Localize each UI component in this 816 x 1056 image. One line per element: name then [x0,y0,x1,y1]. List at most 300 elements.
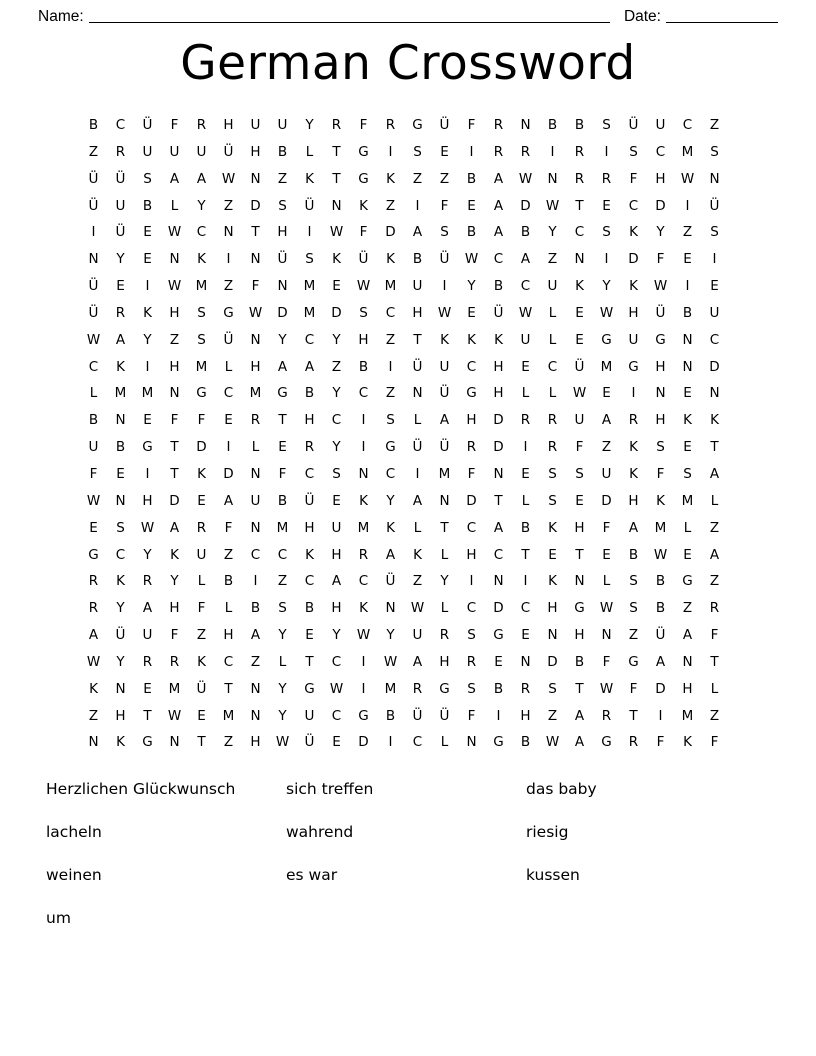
grid-cell[interactable]: G [412,117,423,133]
grid-cell[interactable]: R [358,546,369,563]
grid-cell[interactable]: S [629,143,638,160]
grid-cell[interactable]: K [494,331,503,348]
grid-cell[interactable]: I [685,278,690,295]
grid-cell[interactable]: E [683,439,692,456]
grid-cell[interactable]: N [601,627,612,644]
grid-cell[interactable]: Ü [655,304,666,321]
grid-cell[interactable]: T [494,492,503,509]
grid-cell[interactable]: M [303,278,316,295]
grid-cell[interactable]: I [361,439,366,456]
grid-cell[interactable]: N [520,117,531,133]
grid-cell[interactable]: D [655,680,666,697]
grid-cell[interactable]: C [250,546,261,563]
grid-cell[interactable]: F [467,465,476,482]
grid-cell[interactable]: B [493,278,504,295]
grid-cell[interactable]: S [629,600,638,617]
word-list-item[interactable]: weinen [46,866,102,884]
grid-cell[interactable]: A [709,465,720,482]
grid-cell[interactable]: E [467,304,476,321]
grid-cell[interactable]: N [277,278,288,295]
grid-cell[interactable]: Z [601,439,612,456]
grid-cell[interactable]: Ü [439,117,450,133]
grid-cell[interactable]: E [602,385,611,402]
grid-cell[interactable]: E [440,143,449,160]
grid-cell[interactable]: B [466,170,477,187]
grid-cell[interactable]: T [332,170,341,187]
grid-cell[interactable]: A [115,331,126,348]
grid-cell[interactable]: M [654,519,667,536]
grid-cell[interactable]: T [197,734,206,751]
grid-cell[interactable]: N [169,734,180,751]
grid-cell[interactable]: I [388,143,393,160]
grid-cell[interactable]: E [143,680,152,697]
grid-cell[interactable]: Ü [115,224,126,241]
grid-cell[interactable]: Z [277,170,288,187]
grid-cell[interactable]: H [142,492,153,509]
grid-cell[interactable]: Ü [439,385,450,402]
grid-cell[interactable]: W [545,734,560,751]
grid-cell[interactable]: R [439,627,450,644]
grid-cell[interactable]: A [439,412,450,429]
grid-cell[interactable]: B [88,117,99,133]
grid-cell[interactable]: B [574,117,585,133]
grid-cell[interactable]: Ü [223,143,234,160]
grid-cell[interactable]: Ü [385,573,396,590]
grid-cell[interactable]: N [709,170,720,187]
grid-cell[interactable]: B [412,251,423,268]
grid-cell[interactable]: B [547,117,558,133]
grid-cell[interactable]: B [682,304,693,321]
grid-cell[interactable]: C [358,385,369,402]
grid-cell[interactable]: F [278,465,287,482]
grid-cell[interactable]: H [628,304,639,321]
grid-cell[interactable]: B [88,412,99,429]
grid-cell[interactable]: A [574,707,585,724]
grid-cell[interactable]: S [575,465,584,482]
word-list-item[interactable]: riesig [526,823,569,841]
grid-cell[interactable]: Ü [358,251,369,268]
grid-cell[interactable]: C [88,358,99,375]
grid-cell[interactable]: E [143,251,152,268]
grid-cell[interactable]: S [143,170,152,187]
grid-cell[interactable]: Ü [304,734,315,751]
grid-cell[interactable]: A [412,492,423,509]
grid-cell[interactable]: Ü [439,251,450,268]
grid-cell[interactable]: L [251,439,260,456]
grid-cell[interactable]: U [655,117,666,133]
grid-cell[interactable]: G [574,600,585,617]
grid-cell[interactable]: L [89,385,98,402]
grid-cell[interactable]: W [518,170,533,187]
grid-cell[interactable]: H [223,627,234,644]
grid-cell[interactable]: Z [88,707,99,724]
grid-cell[interactable]: N [520,653,531,670]
grid-cell[interactable]: L [170,197,179,214]
grid-cell[interactable]: R [88,573,99,590]
grid-cell[interactable]: D [628,251,639,268]
grid-cell[interactable]: M [303,304,316,321]
grid-cell[interactable]: C [277,546,288,563]
grid-cell[interactable]: C [466,358,477,375]
grid-cell[interactable]: C [682,117,693,133]
grid-cell[interactable]: U [574,412,585,429]
grid-cell[interactable]: W [248,304,263,321]
grid-cell[interactable]: Z [439,170,450,187]
grid-cell[interactable]: G [493,734,504,751]
grid-cell[interactable]: Ü [304,197,315,214]
grid-cell[interactable]: L [521,492,530,509]
grid-cell[interactable]: B [277,492,288,509]
grid-cell[interactable]: I [388,734,393,751]
grid-cell[interactable]: E [89,519,98,536]
grid-cell[interactable]: Ü [709,197,720,214]
grid-cell[interactable]: U [196,546,207,563]
grid-cell[interactable]: A [601,412,612,429]
grid-cell[interactable]: N [493,573,504,590]
grid-cell[interactable]: G [88,546,99,563]
grid-cell[interactable]: Ü [574,358,585,375]
grid-cell[interactable]: N [682,331,693,348]
grid-cell[interactable]: K [359,197,368,214]
grid-cell[interactable]: H [655,358,666,375]
grid-cell[interactable]: Z [628,627,639,644]
grid-cell[interactable]: T [629,707,638,724]
grid-cell[interactable]: E [494,653,503,670]
grid-cell[interactable]: N [88,251,99,268]
grid-cell[interactable]: K [197,251,206,268]
grid-cell[interactable]: D [493,600,504,617]
grid-cell[interactable]: E [548,546,557,563]
grid-cell[interactable]: N [250,519,261,536]
grid-cell[interactable]: Z [223,734,234,751]
grid-cell[interactable]: L [683,519,692,536]
grid-cell[interactable]: T [575,680,584,697]
grid-cell[interactable]: K [89,680,98,697]
grid-cell[interactable]: F [656,465,665,482]
grid-cell[interactable]: D [466,492,477,509]
grid-cell[interactable]: Z [385,385,396,402]
grid-cell[interactable]: I [388,358,393,375]
grid-cell[interactable]: E [575,304,584,321]
grid-cell[interactable]: L [278,653,287,670]
grid-cell[interactable]: Ü [493,304,504,321]
grid-cell[interactable]: L [305,143,314,160]
grid-cell[interactable]: A [574,734,585,751]
grid-cell[interactable]: Z [385,331,396,348]
grid-cell[interactable]: C [574,224,585,241]
grid-cell[interactable]: F [197,412,206,429]
grid-cell[interactable]: B [493,680,504,697]
grid-cell[interactable]: B [520,519,531,536]
grid-cell[interactable]: Z [331,358,342,375]
grid-cell[interactable]: Y [332,439,341,456]
grid-cell[interactable]: Y [197,197,206,214]
grid-cell[interactable]: A [169,170,180,187]
name-write-line[interactable] [89,21,610,23]
grid-cell[interactable]: Y [467,278,476,295]
grid-cell[interactable]: Ü [88,278,99,295]
grid-cell[interactable]: S [116,519,125,536]
grid-cell[interactable]: E [116,278,125,295]
grid-cell[interactable]: E [467,197,476,214]
grid-cell[interactable]: Y [143,546,152,563]
grid-cell[interactable]: K [575,278,584,295]
grid-cell[interactable]: E [521,465,530,482]
grid-cell[interactable]: N [682,358,693,375]
grid-cell[interactable]: L [440,600,449,617]
grid-cell[interactable]: G [142,439,153,456]
grid-cell[interactable]: N [574,251,585,268]
grid-cell[interactable]: E [575,331,584,348]
grid-cell[interactable]: Ü [142,117,153,133]
word-list-item[interactable]: es war [286,866,338,884]
grid-cell[interactable]: R [115,304,126,321]
grid-cell[interactable]: R [574,170,585,187]
grid-cell[interactable]: N [250,331,261,348]
grid-cell[interactable]: D [493,412,504,429]
grid-cell[interactable]: K [116,573,125,590]
grid-cell[interactable]: B [466,224,477,241]
grid-cell[interactable]: H [277,224,288,241]
grid-cell[interactable]: R [196,117,207,133]
grid-cell[interactable]: G [493,627,504,644]
grid-cell[interactable]: K [548,573,557,590]
grid-cell[interactable]: K [386,251,395,268]
grid-cell[interactable]: I [631,385,636,402]
grid-cell[interactable]: A [493,519,504,536]
grid-cell[interactable]: F [197,600,206,617]
grid-cell[interactable]: R [493,117,504,133]
grid-cell[interactable]: E [278,439,287,456]
grid-cell[interactable]: C [493,251,504,268]
grid-cell[interactable]: F [440,197,449,214]
grid-cell[interactable]: C [655,143,666,160]
grid-cell[interactable]: S [548,465,557,482]
grid-cell[interactable]: E [305,627,314,644]
grid-cell[interactable]: Ü [115,627,126,644]
grid-cell[interactable]: S [467,680,476,697]
grid-cell[interactable]: H [439,653,450,670]
grid-cell[interactable]: K [629,465,638,482]
grid-cell[interactable]: Y [278,627,287,644]
grid-cell[interactable]: A [412,653,423,670]
grid-cell[interactable]: K [116,734,125,751]
grid-cell[interactable]: H [412,304,423,321]
grid-cell[interactable]: D [493,439,504,456]
grid-cell[interactable]: T [278,412,287,429]
grid-cell[interactable]: N [439,492,450,509]
grid-cell[interactable]: B [628,546,639,563]
grid-cell[interactable]: Z [412,170,423,187]
grid-cell[interactable]: M [384,680,397,697]
grid-cell[interactable]: Z [277,573,288,590]
grid-cell[interactable]: U [520,331,531,348]
grid-cell[interactable]: T [440,519,449,536]
grid-cell[interactable]: K [386,519,395,536]
grid-cell[interactable]: U [709,304,720,321]
grid-cell[interactable]: N [250,707,261,724]
grid-cell[interactable]: B [142,197,153,214]
grid-cell[interactable]: T [305,653,314,670]
grid-cell[interactable]: I [550,143,555,160]
grid-cell[interactable]: I [145,465,150,482]
grid-cell[interactable]: E [224,412,233,429]
grid-cell[interactable]: E [197,492,206,509]
grid-cell[interactable]: C [304,465,315,482]
grid-cell[interactable]: G [142,734,153,751]
grid-cell[interactable]: U [439,358,450,375]
grid-cell[interactable]: W [653,546,668,563]
grid-cell[interactable]: Z [385,197,396,214]
grid-cell[interactable]: A [520,251,531,268]
grid-cell[interactable]: T [710,653,719,670]
grid-cell[interactable]: S [278,197,287,214]
grid-cell[interactable]: Z [223,197,234,214]
grid-cell[interactable]: K [629,224,638,241]
grid-cell[interactable]: K [197,465,206,482]
grid-cell[interactable]: A [493,224,504,241]
grid-cell[interactable]: K [467,331,476,348]
grid-cell[interactable]: H [655,170,666,187]
grid-cell[interactable]: W [572,385,587,402]
grid-cell[interactable]: R [466,439,477,456]
grid-cell[interactable]: N [115,412,126,429]
grid-cell[interactable]: W [464,251,479,268]
grid-cell[interactable]: S [413,143,422,160]
grid-cell[interactable]: F [170,412,179,429]
grid-cell[interactable]: Y [440,573,449,590]
grid-cell[interactable]: T [710,439,719,456]
grid-cell[interactable]: E [197,707,206,724]
grid-cell[interactable]: D [655,197,666,214]
grid-cell[interactable]: G [655,331,666,348]
grid-cell[interactable]: C [412,734,423,751]
grid-cell[interactable]: R [601,170,612,187]
grid-cell[interactable]: L [521,385,530,402]
grid-cell[interactable]: E [521,358,530,375]
grid-cell[interactable]: Ü [628,117,639,133]
grid-cell[interactable]: U [304,707,315,724]
grid-cell[interactable]: T [332,143,341,160]
grid-cell[interactable]: E [683,385,692,402]
grid-cell[interactable]: S [602,224,611,241]
grid-cell[interactable]: C [196,224,207,241]
grid-cell[interactable]: S [629,573,638,590]
grid-cell[interactable]: A [142,600,153,617]
grid-cell[interactable]: I [523,439,528,456]
grid-cell[interactable]: D [196,439,207,456]
grid-cell[interactable]: C [466,519,477,536]
grid-cell[interactable]: K [656,492,665,509]
grid-cell[interactable]: C [223,385,234,402]
grid-cell[interactable]: B [520,224,531,241]
grid-cell[interactable]: G [358,143,369,160]
grid-cell[interactable]: W [599,304,614,321]
grid-cell[interactable]: Y [332,331,341,348]
grid-cell[interactable]: H [493,358,504,375]
grid-cell[interactable]: C [385,304,396,321]
grid-cell[interactable]: C [115,546,126,563]
grid-cell[interactable]: M [276,519,289,536]
grid-cell[interactable]: H [628,492,639,509]
grid-cell[interactable]: W [140,519,155,536]
grid-cell[interactable]: I [226,251,231,268]
grid-cell[interactable]: E [332,734,341,751]
grid-cell[interactable]: R [574,143,585,160]
grid-cell[interactable]: Z [223,546,234,563]
grid-cell[interactable]: C [628,197,639,214]
grid-cell[interactable]: K [305,546,314,563]
grid-cell[interactable]: E [116,465,125,482]
grid-cell[interactable]: N [250,170,261,187]
grid-cell[interactable]: T [413,331,422,348]
grid-cell[interactable]: N [358,465,369,482]
grid-cell[interactable]: C [493,546,504,563]
grid-cell[interactable]: K [386,170,395,187]
grid-cell[interactable]: U [196,143,207,160]
grid-cell[interactable]: W [86,492,101,509]
grid-cell[interactable]: A [304,358,315,375]
word-list-item[interactable]: sich treffen [286,780,374,798]
grid-cell[interactable]: B [358,358,369,375]
grid-cell[interactable]: Ü [223,331,234,348]
grid-cell[interactable]: M [681,707,694,724]
grid-cell[interactable]: E [143,224,152,241]
grid-cell[interactable]: A [628,519,639,536]
grid-cell[interactable]: G [466,385,477,402]
grid-cell[interactable]: C [331,653,342,670]
grid-cell[interactable]: R [466,653,477,670]
grid-cell[interactable]: S [305,251,314,268]
word-list-item[interactable]: lacheln [46,823,102,841]
grid-cell[interactable]: K [683,412,692,429]
grid-cell[interactable]: T [224,680,233,697]
grid-cell[interactable]: W [437,304,452,321]
grid-cell[interactable]: M [600,358,613,375]
grid-cell[interactable]: H [574,519,585,536]
grid-cell[interactable]: Ü [655,627,666,644]
grid-cell[interactable]: N [250,465,261,482]
grid-cell[interactable]: C [520,278,531,295]
grid-cell[interactable]: R [493,143,504,160]
grid-cell[interactable]: D [709,358,720,375]
grid-cell[interactable]: L [548,304,557,321]
grid-cell[interactable]: I [442,278,447,295]
grid-cell[interactable]: G [628,653,639,670]
grid-cell[interactable]: B [655,600,666,617]
grid-cell[interactable]: D [358,734,369,751]
grid-cell[interactable]: T [521,546,530,563]
grid-cell[interactable]: L [710,680,719,697]
grid-cell[interactable]: I [361,653,366,670]
grid-cell[interactable]: E [332,492,341,509]
grid-cell[interactable]: L [413,519,422,536]
grid-cell[interactable]: A [196,170,207,187]
grid-cell[interactable]: B [520,734,531,751]
grid-cell[interactable]: C [709,331,720,348]
grid-cell[interactable]: R [520,680,531,697]
grid-cell[interactable]: W [356,278,371,295]
grid-cell[interactable]: N [88,734,99,751]
grid-cell[interactable]: M [195,278,208,295]
grid-cell[interactable]: Z [547,251,558,268]
grid-cell[interactable]: N [115,680,126,697]
grid-cell[interactable]: F [359,224,368,241]
grid-cell[interactable]: F [575,439,584,456]
grid-cell[interactable]: E [710,278,719,295]
grid-cell[interactable]: A [655,653,666,670]
grid-cell[interactable]: A [331,573,342,590]
